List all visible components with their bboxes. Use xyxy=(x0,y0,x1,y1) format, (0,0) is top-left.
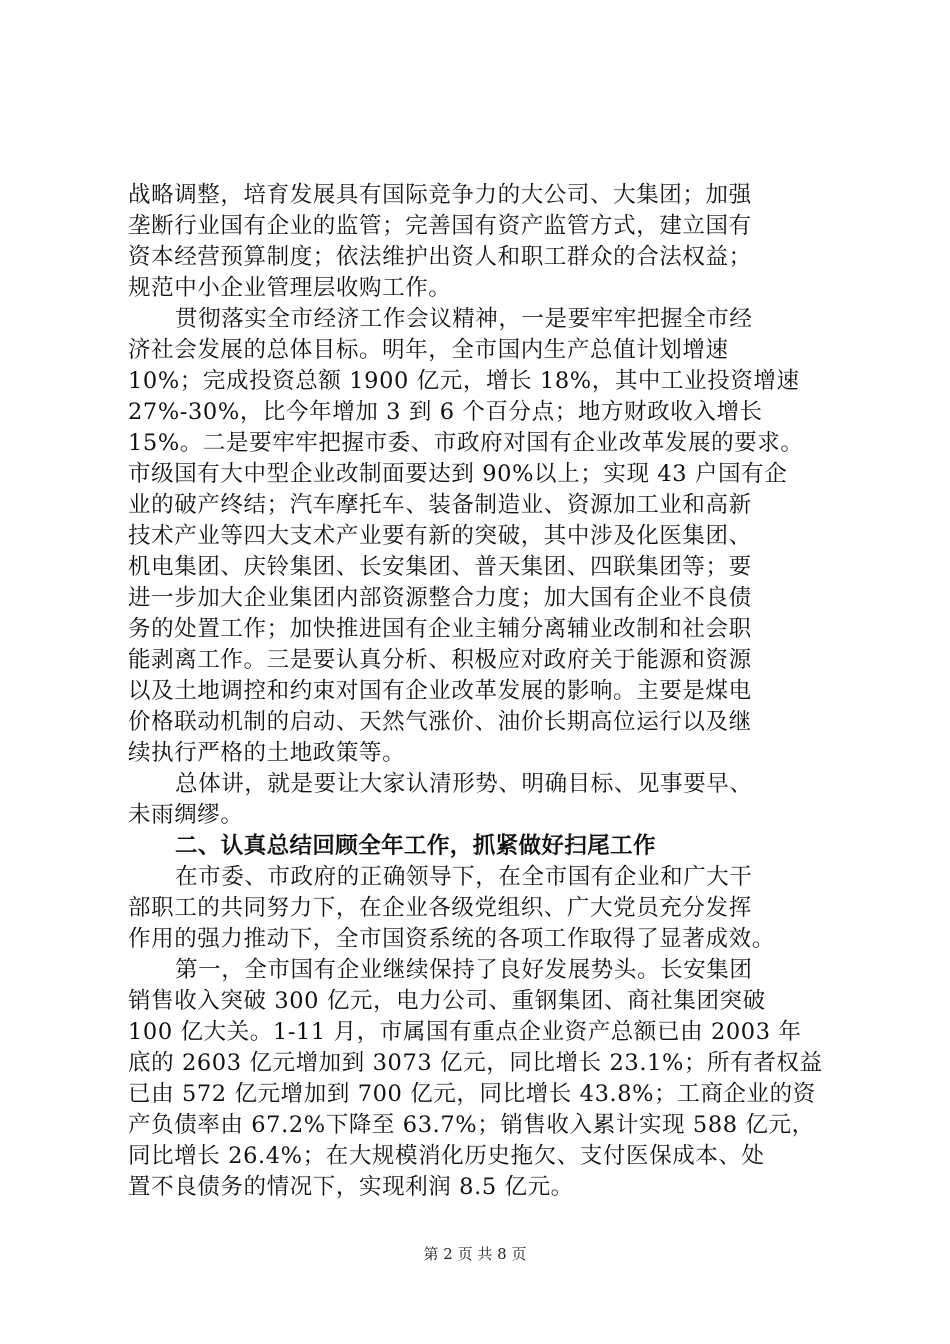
body-line: 作用的强力推动下，全市国资系统的各项工作取得了显著成效。 xyxy=(128,926,775,952)
body-line: 业的破产终结；汽车摩托车、装备制造业、资源加工业和高新 xyxy=(128,492,752,518)
body-line: 销售收入突破 300 亿元，电力公司、重钢集团、商社集团突破 xyxy=(128,988,766,1014)
body-line: 价格联动机制的启动、天然气涨价、油价长期高位运行以及继 xyxy=(128,709,752,735)
body-line: 同比增长 26.4%；在大规模消化历史拖欠、支付医保成本、处 xyxy=(128,1143,765,1169)
body-line: 部职工的共同努力下，在企业各级党组织、广大党员充分发挥 xyxy=(128,895,752,921)
body-line: 垄断行业国有企业的监管；完善国有资产监管方式，建立国有 xyxy=(128,213,752,239)
body-line: 务的处置工作；加快推进国有企业主辅分离辅业改制和社会职 xyxy=(128,616,752,642)
body-line: 置不良债务的情况下，实现利润 8.5 亿元。 xyxy=(128,1174,574,1200)
body-line: 规范中小企业管理层收购工作。 xyxy=(128,275,452,301)
body-line: 15%。二是要牢牢把握市委、市政府对国有企业改革发展的要求。 xyxy=(128,430,804,456)
body-line: 能剥离工作。三是要认真分析、积极应对政府关于能源和资源 xyxy=(128,647,752,673)
paragraph-first-line: 贯彻落实全市经济工作会议精神，一是要牢牢把握全市经 xyxy=(175,306,753,332)
body-line: 机电集团、庆铃集团、长安集团、普天集团、四联集团等；要 xyxy=(128,554,752,580)
body-line: 续执行严格的土地政策等。 xyxy=(128,740,406,766)
page-number-footer: 第 2 页 共 8 页 xyxy=(423,1245,527,1263)
section-heading: 二、认真总结回顾全年工作，抓紧做好扫尾工作 xyxy=(175,833,656,859)
paragraph-first-line: 总体讲，就是要让大家认清形势、明确目标、见事要早、 xyxy=(175,771,753,797)
body-line: 市级国有大中型企业改制面要达到 90%以上；实现 43 户国有企 xyxy=(128,461,788,487)
body-line: 资本经营预算制度；依法维护出资人和职工群众的合法权益； xyxy=(128,244,752,270)
body-line: 100 亿大关。1-11 月，市属国有重点企业资产总额已由 2003 年 xyxy=(128,1019,802,1045)
body-line: 27%-30%，比今年增加 3 到 6 个百分点；地方财政收入增长 xyxy=(128,399,763,425)
body-line: 以及土地调控和约束对国有企业改革发展的影响。主要是煤电 xyxy=(128,678,752,704)
body-line: 济社会发展的总体目标。明年，全市国内生产总值计划增速 xyxy=(128,337,729,363)
body-line: 未雨绸缪。 xyxy=(128,802,244,828)
document-body xyxy=(128,180,828,1203)
body-line: 10%；完成投资总额 1900 亿元，增长 18%，其中工业投资增速 xyxy=(128,368,800,394)
body-line: 已由 572 亿元增加到 700 亿元，同比增长 43.8%；工商企业的资 xyxy=(128,1081,816,1107)
body-line: 产负债率由 67.2%下降至 63.7%；销售收入累计实现 588 亿元， xyxy=(128,1112,815,1138)
paragraph-first-line: 在市委、市政府的正确领导下，在全市国有企业和广大干 xyxy=(175,864,753,890)
body-line: 进一步加大企业集团内部资源整合力度；加大国有企业不良债 xyxy=(128,585,752,611)
body-line: 技术产业等四大支术产业要有新的突破，其中涉及化医集团、 xyxy=(128,523,752,549)
body-line: 底的 2603 亿元增加到 3073 亿元，同比增长 23.1%；所有者权益 xyxy=(128,1050,823,1076)
body-line: 战略调整，培育发展具有国际竞争力的大公司、大集团；加强 xyxy=(128,182,752,208)
paragraph-first-line: 第一，全市国有企业继续保持了良好发展势头。长安集团 xyxy=(175,957,753,983)
